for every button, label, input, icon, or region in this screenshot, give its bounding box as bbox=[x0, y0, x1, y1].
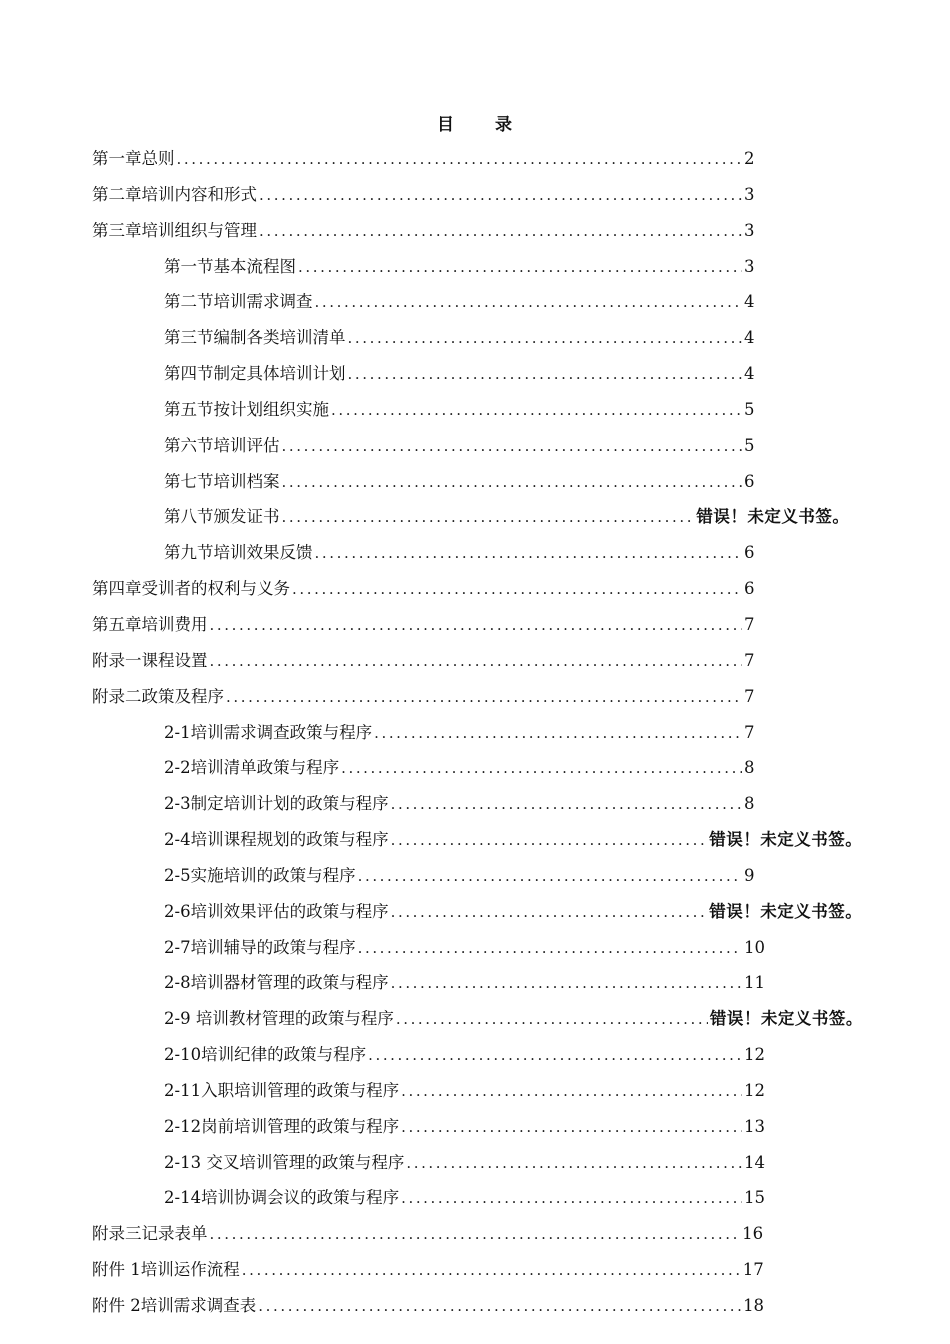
toc-entry-title: 2-10培训纪律的政策与程序 bbox=[164, 1045, 367, 1065]
toc-entry-title: 政策及程序 bbox=[141, 686, 224, 706]
toc-entry-title: 培训运作流程 bbox=[140, 1260, 240, 1280]
toc-entry[interactable] bbox=[92, 894, 863, 930]
toc-entry[interactable] bbox=[92, 1180, 765, 1216]
dot-leader bbox=[401, 1181, 742, 1217]
toc-page-number: 5 bbox=[744, 435, 755, 455]
dot-leader bbox=[315, 285, 743, 321]
toc-page-number: 7 bbox=[744, 686, 755, 706]
toc-page-number: 2 bbox=[744, 149, 755, 168]
title-left-char: 目 bbox=[437, 115, 455, 135]
dot-leader bbox=[259, 214, 742, 250]
dot-leader bbox=[406, 1146, 742, 1182]
toc-entry[interactable] bbox=[92, 786, 755, 822]
toc-page-number: 10 bbox=[744, 937, 765, 957]
toc-entry-title: 2-7培训辅导的政策与程序 bbox=[164, 937, 356, 957]
dot-leader bbox=[242, 1253, 741, 1289]
toc-entry-title: 培训效果反馈 bbox=[213, 543, 313, 563]
toc-entry-number: 附件 2 bbox=[92, 1296, 141, 1315]
dot-leader bbox=[282, 429, 743, 465]
dot-leader bbox=[391, 823, 708, 859]
dot-leader bbox=[282, 500, 695, 536]
toc-entry-number: 第二章 bbox=[92, 184, 142, 204]
toc-entry-title: 2-9 培训教材管理的政策与程序 bbox=[164, 1009, 394, 1029]
toc-entry[interactable] bbox=[92, 1216, 764, 1252]
toc-page-number: 6 bbox=[744, 579, 755, 599]
dot-leader bbox=[282, 465, 743, 501]
toc-entry-number: 第二节 bbox=[164, 292, 214, 312]
dot-leader bbox=[401, 1110, 742, 1146]
dot-leader bbox=[391, 895, 708, 931]
toc-entry-number: 第四章 bbox=[92, 579, 142, 599]
toc-entry-title: 2-11入职培训管理的政策与程序 bbox=[164, 1080, 400, 1100]
toc-entry[interactable] bbox=[92, 1073, 765, 1109]
toc-entry-title: 2-1培训需求调查政策与程序 bbox=[164, 722, 373, 742]
toc-entry[interactable] bbox=[92, 1037, 765, 1073]
dot-leader bbox=[259, 178, 742, 214]
toc-entry-number: 附录二 bbox=[92, 686, 142, 706]
toc-entry-title: 2-14培训协调会议的政策与程序 bbox=[164, 1188, 400, 1208]
toc-page-number: 7 bbox=[744, 722, 755, 742]
toc-page-number: 16 bbox=[742, 1224, 764, 1244]
toc-entry[interactable] bbox=[92, 965, 765, 1001]
toc-entry-number: 第六节 bbox=[164, 435, 214, 455]
toc-page-number: 3 bbox=[744, 256, 755, 276]
toc-entry[interactable] bbox=[92, 464, 755, 500]
dot-leader bbox=[358, 859, 742, 895]
dot-leader bbox=[298, 250, 742, 286]
toc-page-number: 4 bbox=[744, 292, 755, 312]
toc-page-number: 7 bbox=[744, 614, 755, 634]
title-right-char: 录 bbox=[495, 115, 513, 135]
toc-entry[interactable] bbox=[92, 249, 755, 285]
toc-page-number: 14 bbox=[744, 1152, 765, 1172]
toc-page-number: 17 bbox=[742, 1260, 764, 1280]
toc-entry[interactable] bbox=[92, 607, 755, 643]
toc-entry-title: 编制各类培训清单 bbox=[213, 328, 346, 348]
toc-entry[interactable] bbox=[92, 141, 755, 177]
toc-page-number: 7 bbox=[744, 650, 755, 670]
dot-leader bbox=[210, 644, 743, 680]
toc-entry-number: 第八节 bbox=[164, 507, 214, 527]
toc-entry-title: 记录表单 bbox=[141, 1224, 208, 1244]
toc-entry[interactable] bbox=[92, 715, 755, 751]
dot-leader bbox=[396, 1002, 708, 1038]
toc-entry-number: 第一节 bbox=[164, 256, 214, 276]
toc-entry-number: 第一章 bbox=[92, 149, 142, 168]
toc-entry[interactable] bbox=[92, 1145, 765, 1181]
toc-entry-number: 附录一 bbox=[92, 650, 142, 670]
toc-entry-title: 受训者的权利与义务 bbox=[141, 579, 290, 599]
toc-entry-title: 培训内容和形式 bbox=[141, 184, 257, 204]
toc-entry-number: 附件 1 bbox=[92, 1260, 141, 1280]
dot-leader bbox=[210, 608, 743, 644]
toc-entry[interactable] bbox=[92, 930, 765, 966]
dot-leader bbox=[374, 716, 742, 752]
toc-entry-title: 基本流程图 bbox=[213, 256, 296, 276]
toc-entry-title: 培训费用 bbox=[141, 614, 208, 634]
toc-entry[interactable] bbox=[92, 643, 755, 679]
toc-entry-title: 总则 bbox=[141, 149, 175, 168]
toc-entry[interactable] bbox=[92, 1109, 765, 1145]
toc-entry[interactable] bbox=[92, 1001, 863, 1037]
dot-leader bbox=[292, 572, 742, 608]
toc-entry-title: 培训需求调查 bbox=[213, 292, 313, 312]
bookmark-error-text: 错误！未定义书签。 bbox=[696, 507, 850, 527]
toc-entry[interactable] bbox=[92, 679, 755, 715]
bookmark-error-text: 错误！未定义书签。 bbox=[709, 901, 863, 921]
toc-entry-number: 第三节 bbox=[164, 328, 214, 348]
toc-entry-title: 制定具体培训计划 bbox=[213, 364, 346, 384]
dot-leader bbox=[226, 680, 742, 716]
dot-leader bbox=[348, 321, 743, 357]
toc-page-number: 12 bbox=[744, 1045, 765, 1065]
bookmark-error-text: 错误！未定义书签。 bbox=[709, 830, 863, 850]
toc-page-number: 9 bbox=[744, 865, 755, 885]
toc-page-number: 4 bbox=[744, 364, 755, 384]
toc-entry-title: 2-5实施培训的政策与程序 bbox=[164, 865, 356, 885]
toc-entry-title: 培训档案 bbox=[213, 471, 280, 491]
toc-page-number: 8 bbox=[744, 758, 755, 778]
toc-entry-title: 2-13 交叉培训管理的政策与程序 bbox=[164, 1152, 405, 1172]
toc-entry-title: 2-4培训课程规划的政策与程序 bbox=[164, 830, 389, 850]
toc-page-number: 8 bbox=[744, 794, 755, 814]
toc-entry[interactable] bbox=[92, 750, 755, 786]
toc-page-number: 6 bbox=[744, 543, 755, 563]
toc-page-number: 4 bbox=[744, 328, 755, 348]
toc-entry-number: 第五章 bbox=[92, 614, 142, 634]
toc-entry-number: 第五节 bbox=[164, 399, 214, 419]
toc-entry-title: 培训组织与管理 bbox=[141, 220, 257, 240]
toc-entry[interactable] bbox=[92, 320, 755, 356]
toc-entry[interactable] bbox=[92, 177, 755, 213]
toc-page-number: 6 bbox=[744, 471, 755, 491]
toc-entry[interactable] bbox=[92, 213, 755, 249]
toc-page-number: 12 bbox=[744, 1080, 765, 1100]
toc-entry[interactable] bbox=[92, 822, 863, 858]
toc-entry-title: 颁发证书 bbox=[213, 507, 280, 527]
toc-entry-number: 第九节 bbox=[164, 543, 214, 563]
page-title bbox=[0, 110, 950, 135]
toc-entry-title: 2-12岗前培训管理的政策与程序 bbox=[164, 1116, 400, 1136]
toc-page-number: 5 bbox=[744, 399, 755, 419]
toc-entry[interactable] bbox=[92, 571, 755, 607]
dot-leader bbox=[341, 751, 742, 787]
toc-page-number: 15 bbox=[744, 1188, 765, 1208]
toc-entry-title: 2-8培训器材管理的政策与程序 bbox=[164, 973, 389, 993]
toc-entry-title: 培训评估 bbox=[213, 435, 280, 455]
toc-entry-title: 2-6培训效果评估的政策与程序 bbox=[164, 901, 389, 921]
toc-page-number: 3 bbox=[744, 184, 755, 204]
toc-entry-number: 第四节 bbox=[164, 364, 214, 384]
toc-entry[interactable] bbox=[92, 858, 755, 894]
toc-page-number: 3 bbox=[744, 220, 755, 240]
dot-leader bbox=[358, 931, 742, 967]
dot-leader bbox=[391, 966, 742, 1002]
dot-leader bbox=[401, 1074, 742, 1110]
toc-page-number: 13 bbox=[744, 1116, 765, 1136]
toc-entry[interactable] bbox=[92, 356, 755, 392]
dot-leader bbox=[391, 787, 742, 823]
dot-leader bbox=[210, 1217, 741, 1253]
toc-entry-title: 2-3制定培训计划的政策与程序 bbox=[164, 794, 389, 814]
toc-page-number: 18 bbox=[743, 1296, 765, 1315]
toc-entry[interactable] bbox=[92, 392, 755, 428]
toc-entry[interactable] bbox=[92, 1288, 765, 1324]
dot-leader bbox=[258, 1289, 741, 1325]
toc-entry[interactable] bbox=[92, 1252, 764, 1288]
toc-entry-title: 按计划组织实施 bbox=[213, 399, 329, 419]
dot-leader bbox=[368, 1038, 742, 1074]
table-of-contents bbox=[92, 141, 863, 1324]
toc-entry[interactable] bbox=[92, 284, 755, 320]
toc-entry[interactable] bbox=[92, 428, 755, 464]
dot-leader bbox=[348, 357, 743, 393]
bookmark-error-text: 错误！未定义书签。 bbox=[709, 1009, 863, 1029]
toc-entry-number: 附录三 bbox=[92, 1224, 142, 1244]
dot-leader bbox=[177, 142, 743, 178]
toc-entry-title: 课程设置 bbox=[141, 650, 208, 670]
dot-leader bbox=[315, 536, 743, 572]
toc-entry[interactable] bbox=[92, 535, 755, 571]
dot-leader bbox=[331, 393, 742, 429]
toc-entry-title: 培训需求调查表 bbox=[140, 1296, 257, 1315]
toc-entry[interactable] bbox=[92, 499, 850, 535]
toc-entry-number: 第三章 bbox=[92, 220, 142, 240]
toc-entry-number: 第七节 bbox=[164, 471, 214, 491]
toc-page-number: 11 bbox=[744, 973, 765, 993]
toc-entry-title: 2-2培训清单政策与程序 bbox=[164, 758, 340, 778]
